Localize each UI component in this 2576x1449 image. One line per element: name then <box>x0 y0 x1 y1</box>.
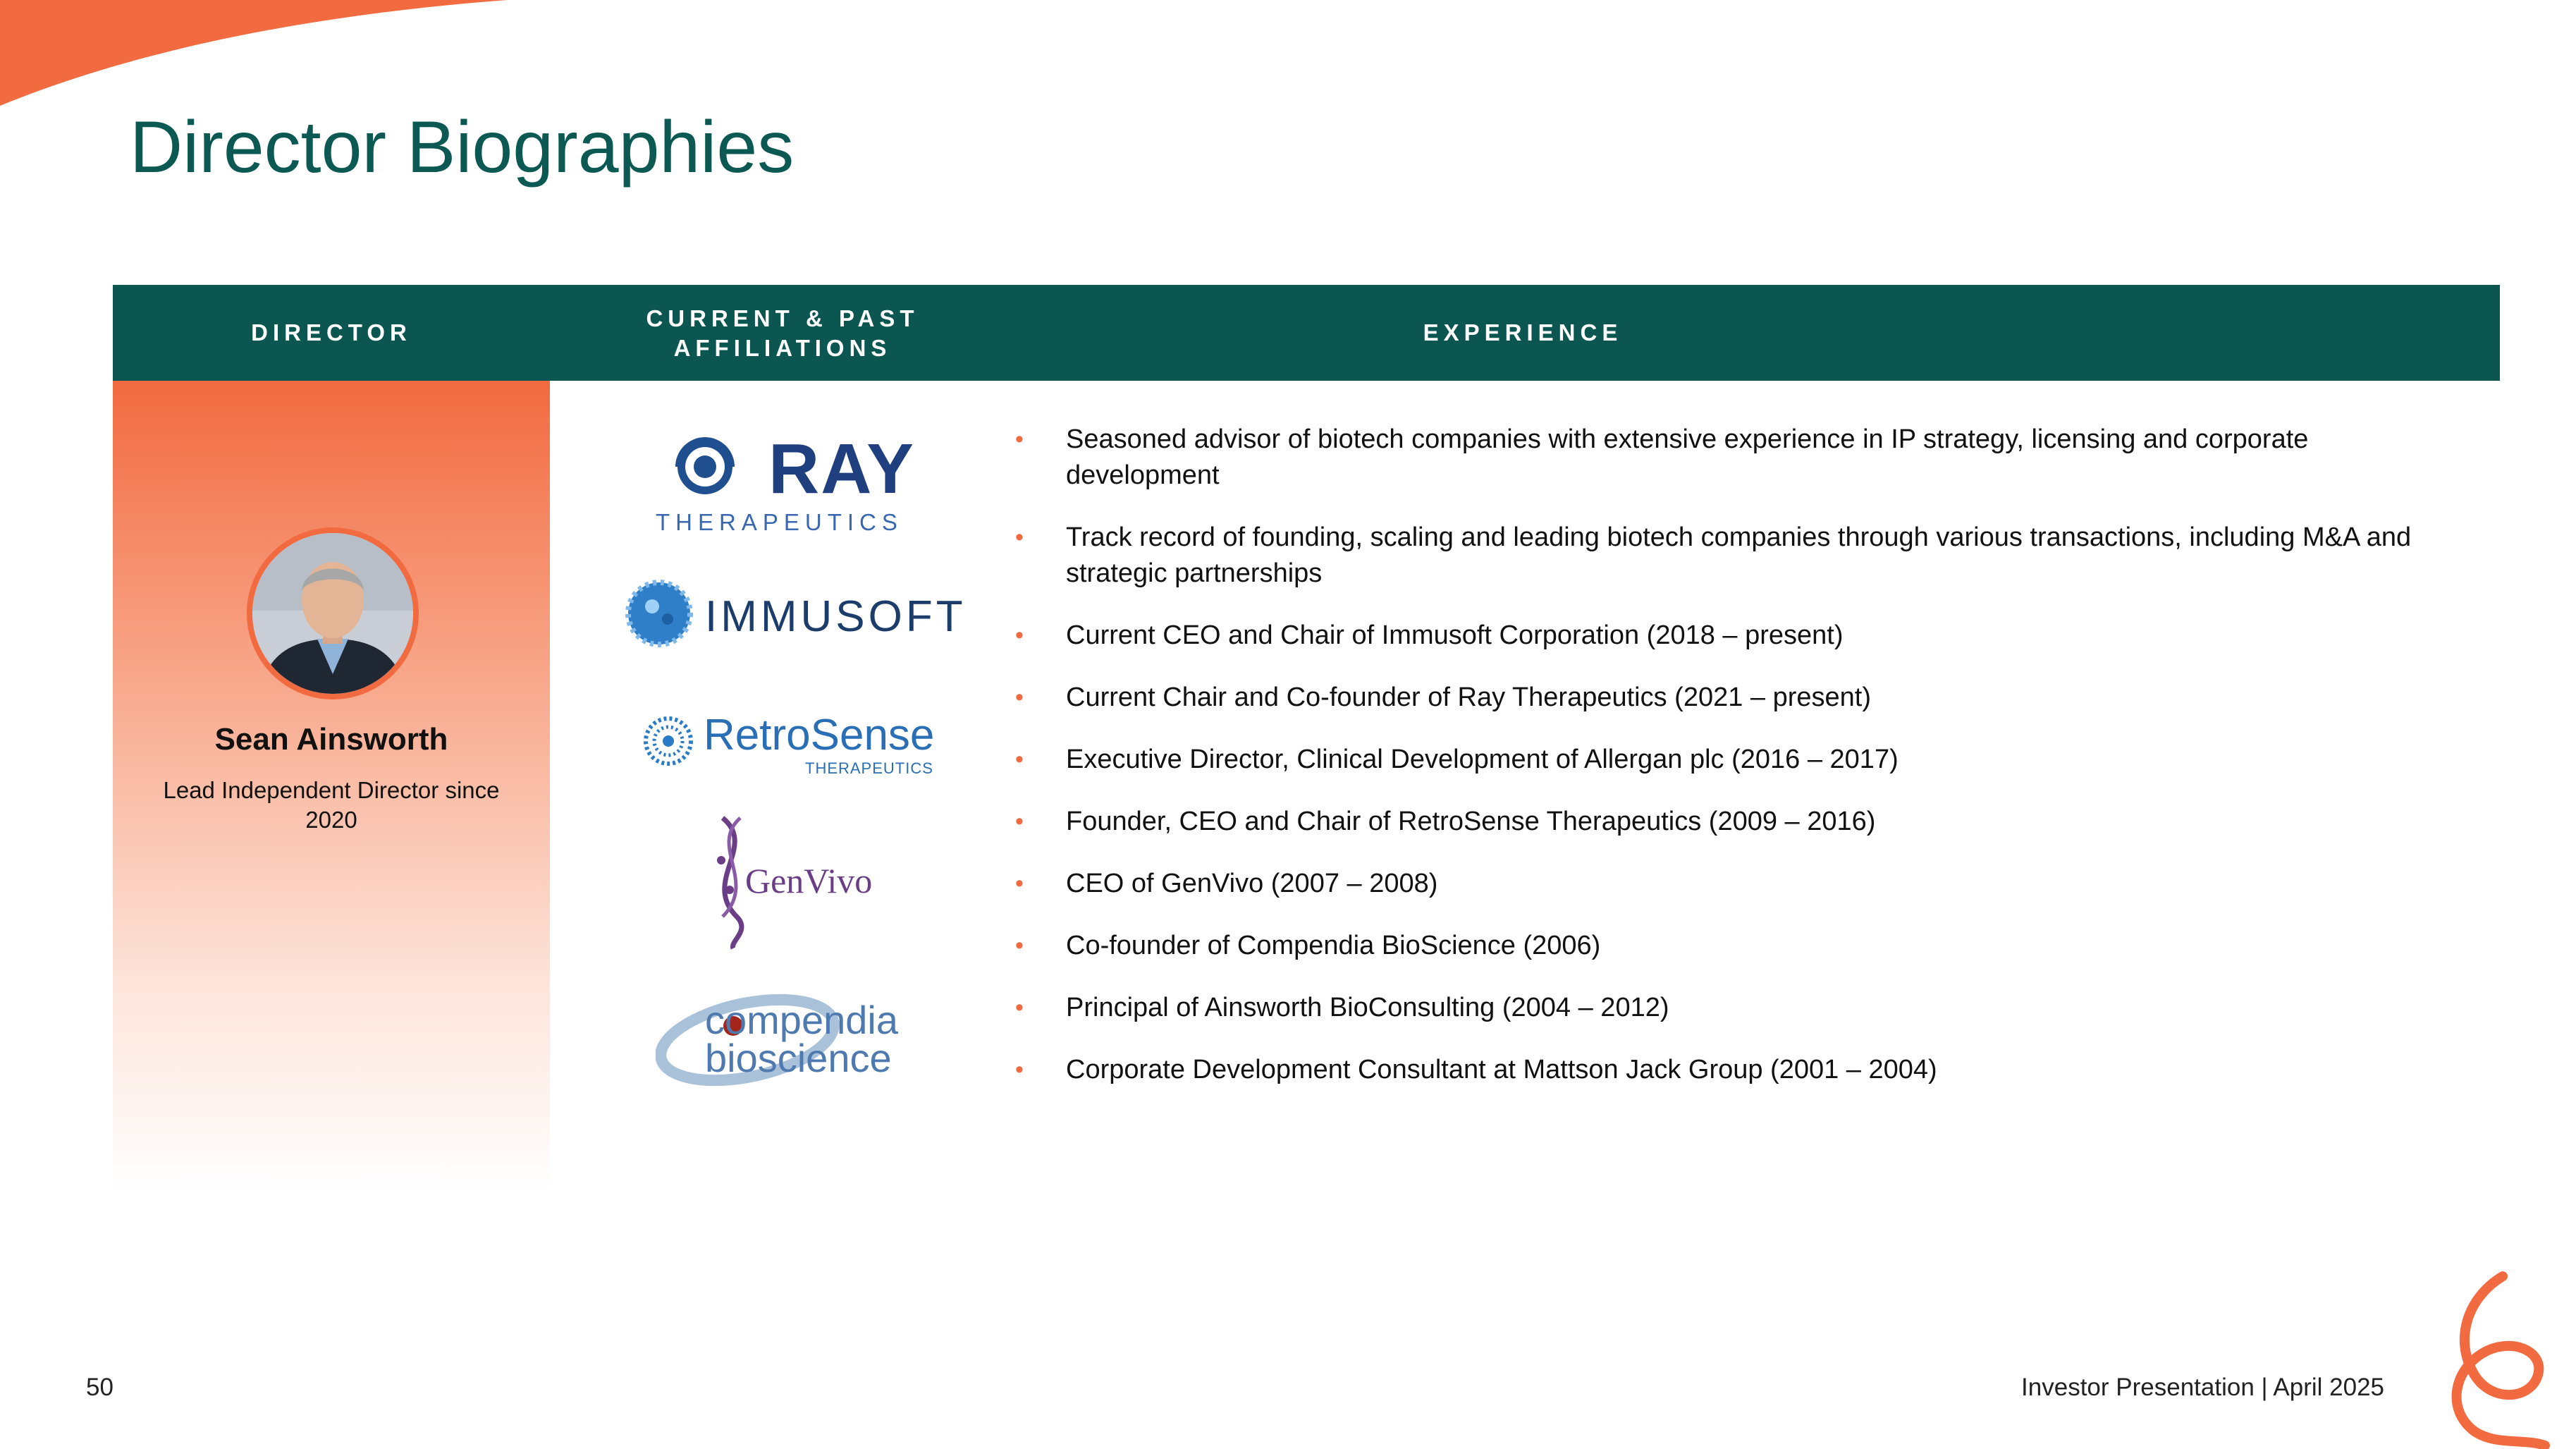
ray-therapeutics-logo <box>656 430 924 536</box>
bullet-icon: • <box>1015 870 1024 897</box>
retrosense-logo-name: RetroSense <box>704 711 935 759</box>
bullet-icon: • <box>1015 994 1024 1021</box>
corner-swoosh-decoration <box>0 0 536 113</box>
experience-text: Corporate Development Consultant at Mattson Jack Group (2001 – 2004) <box>1066 1055 1937 1084</box>
experience-list <box>1015 422 2460 1114</box>
header-affiliations: CURRENT & PAST AFFILIATIONS <box>646 305 919 361</box>
list-item <box>1015 1052 2460 1088</box>
genvivo-logo <box>645 811 927 952</box>
list-item <box>1015 680 2460 716</box>
experience-text: Founder, CEO and Chair of RetroSense Therapeutics (2009 – 2016) <box>1066 807 1876 836</box>
experience-text: Principal of Ainsworth BioConsulting (2004 – 2012) <box>1066 993 1669 1022</box>
director-name: Sean Ainsworth <box>214 722 448 757</box>
bullet-icon: • <box>1015 426 1024 453</box>
bullet-icon: • <box>1015 622 1024 649</box>
retrosense-logo <box>642 709 938 786</box>
header-director: DIRECTOR <box>251 319 412 346</box>
company-logo-icon <box>2425 1269 2559 1449</box>
header-experience: EXPERIENCE <box>1423 319 1623 346</box>
immusoft-logo-name: IMMUSOFT <box>705 592 967 641</box>
list-item <box>1015 618 2460 654</box>
list-item <box>1015 520 2460 592</box>
ray-logo-sub: THERAPEUTICS <box>656 509 903 535</box>
experience-text: Current Chair and Co-founder of Ray Therapeutics (2021 – present) <box>1066 683 1872 712</box>
experience-text: Current CEO and Chair of Immusoft Corporation (2018 – present) <box>1066 620 1844 650</box>
director-role: Lead Independent Director since 2020 <box>163 777 500 833</box>
table-header <box>113 285 2500 381</box>
bullet-icon: • <box>1015 1056 1024 1083</box>
genvivo-logo-name: GenVivo <box>745 861 873 900</box>
retrosense-logo-sub: THERAPEUTICS <box>805 759 933 777</box>
immusoft-logo <box>624 578 967 656</box>
experience-text: Co-founder of Compendia BioScience (2006) <box>1066 931 1601 960</box>
compendia-bioscience-logo <box>656 977 938 1096</box>
list-item <box>1015 866 2460 902</box>
bullet-icon: • <box>1015 684 1024 711</box>
list-item <box>1015 742 2460 778</box>
experience-text: CEO of GenVivo (2007 – 2008) <box>1066 869 1438 898</box>
compendia-logo-name: compendia bioscience <box>705 998 898 1080</box>
list-item <box>1015 990 2460 1026</box>
experience-text: Executive Director, Clinical Development of Allergan plc (2016 – 2017) <box>1066 745 1899 774</box>
list-item <box>1015 804 2460 840</box>
avatar <box>247 527 419 699</box>
experience-text: Track record of founding, scaling and leading biotech companies through various transactions, including M&A and strategic partnerships <box>1066 522 2412 588</box>
bullet-icon: • <box>1015 932 1024 959</box>
list-item <box>1015 422 2460 494</box>
bullet-icon: • <box>1015 524 1024 551</box>
experience-text: Seasoned advisor of biotech companies with extensive experience in IP strategy, licensing and corporate development <box>1066 424 2309 490</box>
bullet-icon: • <box>1015 808 1024 835</box>
footer-text: Investor Presentation | April 2025 <box>2021 1374 2384 1401</box>
bullet-icon: • <box>1015 746 1024 773</box>
page-title: Director Biographies <box>130 106 795 188</box>
ray-logo-name: RAY <box>768 429 915 508</box>
list-item <box>1015 928 2460 964</box>
page-number: 50 <box>86 1374 114 1401</box>
